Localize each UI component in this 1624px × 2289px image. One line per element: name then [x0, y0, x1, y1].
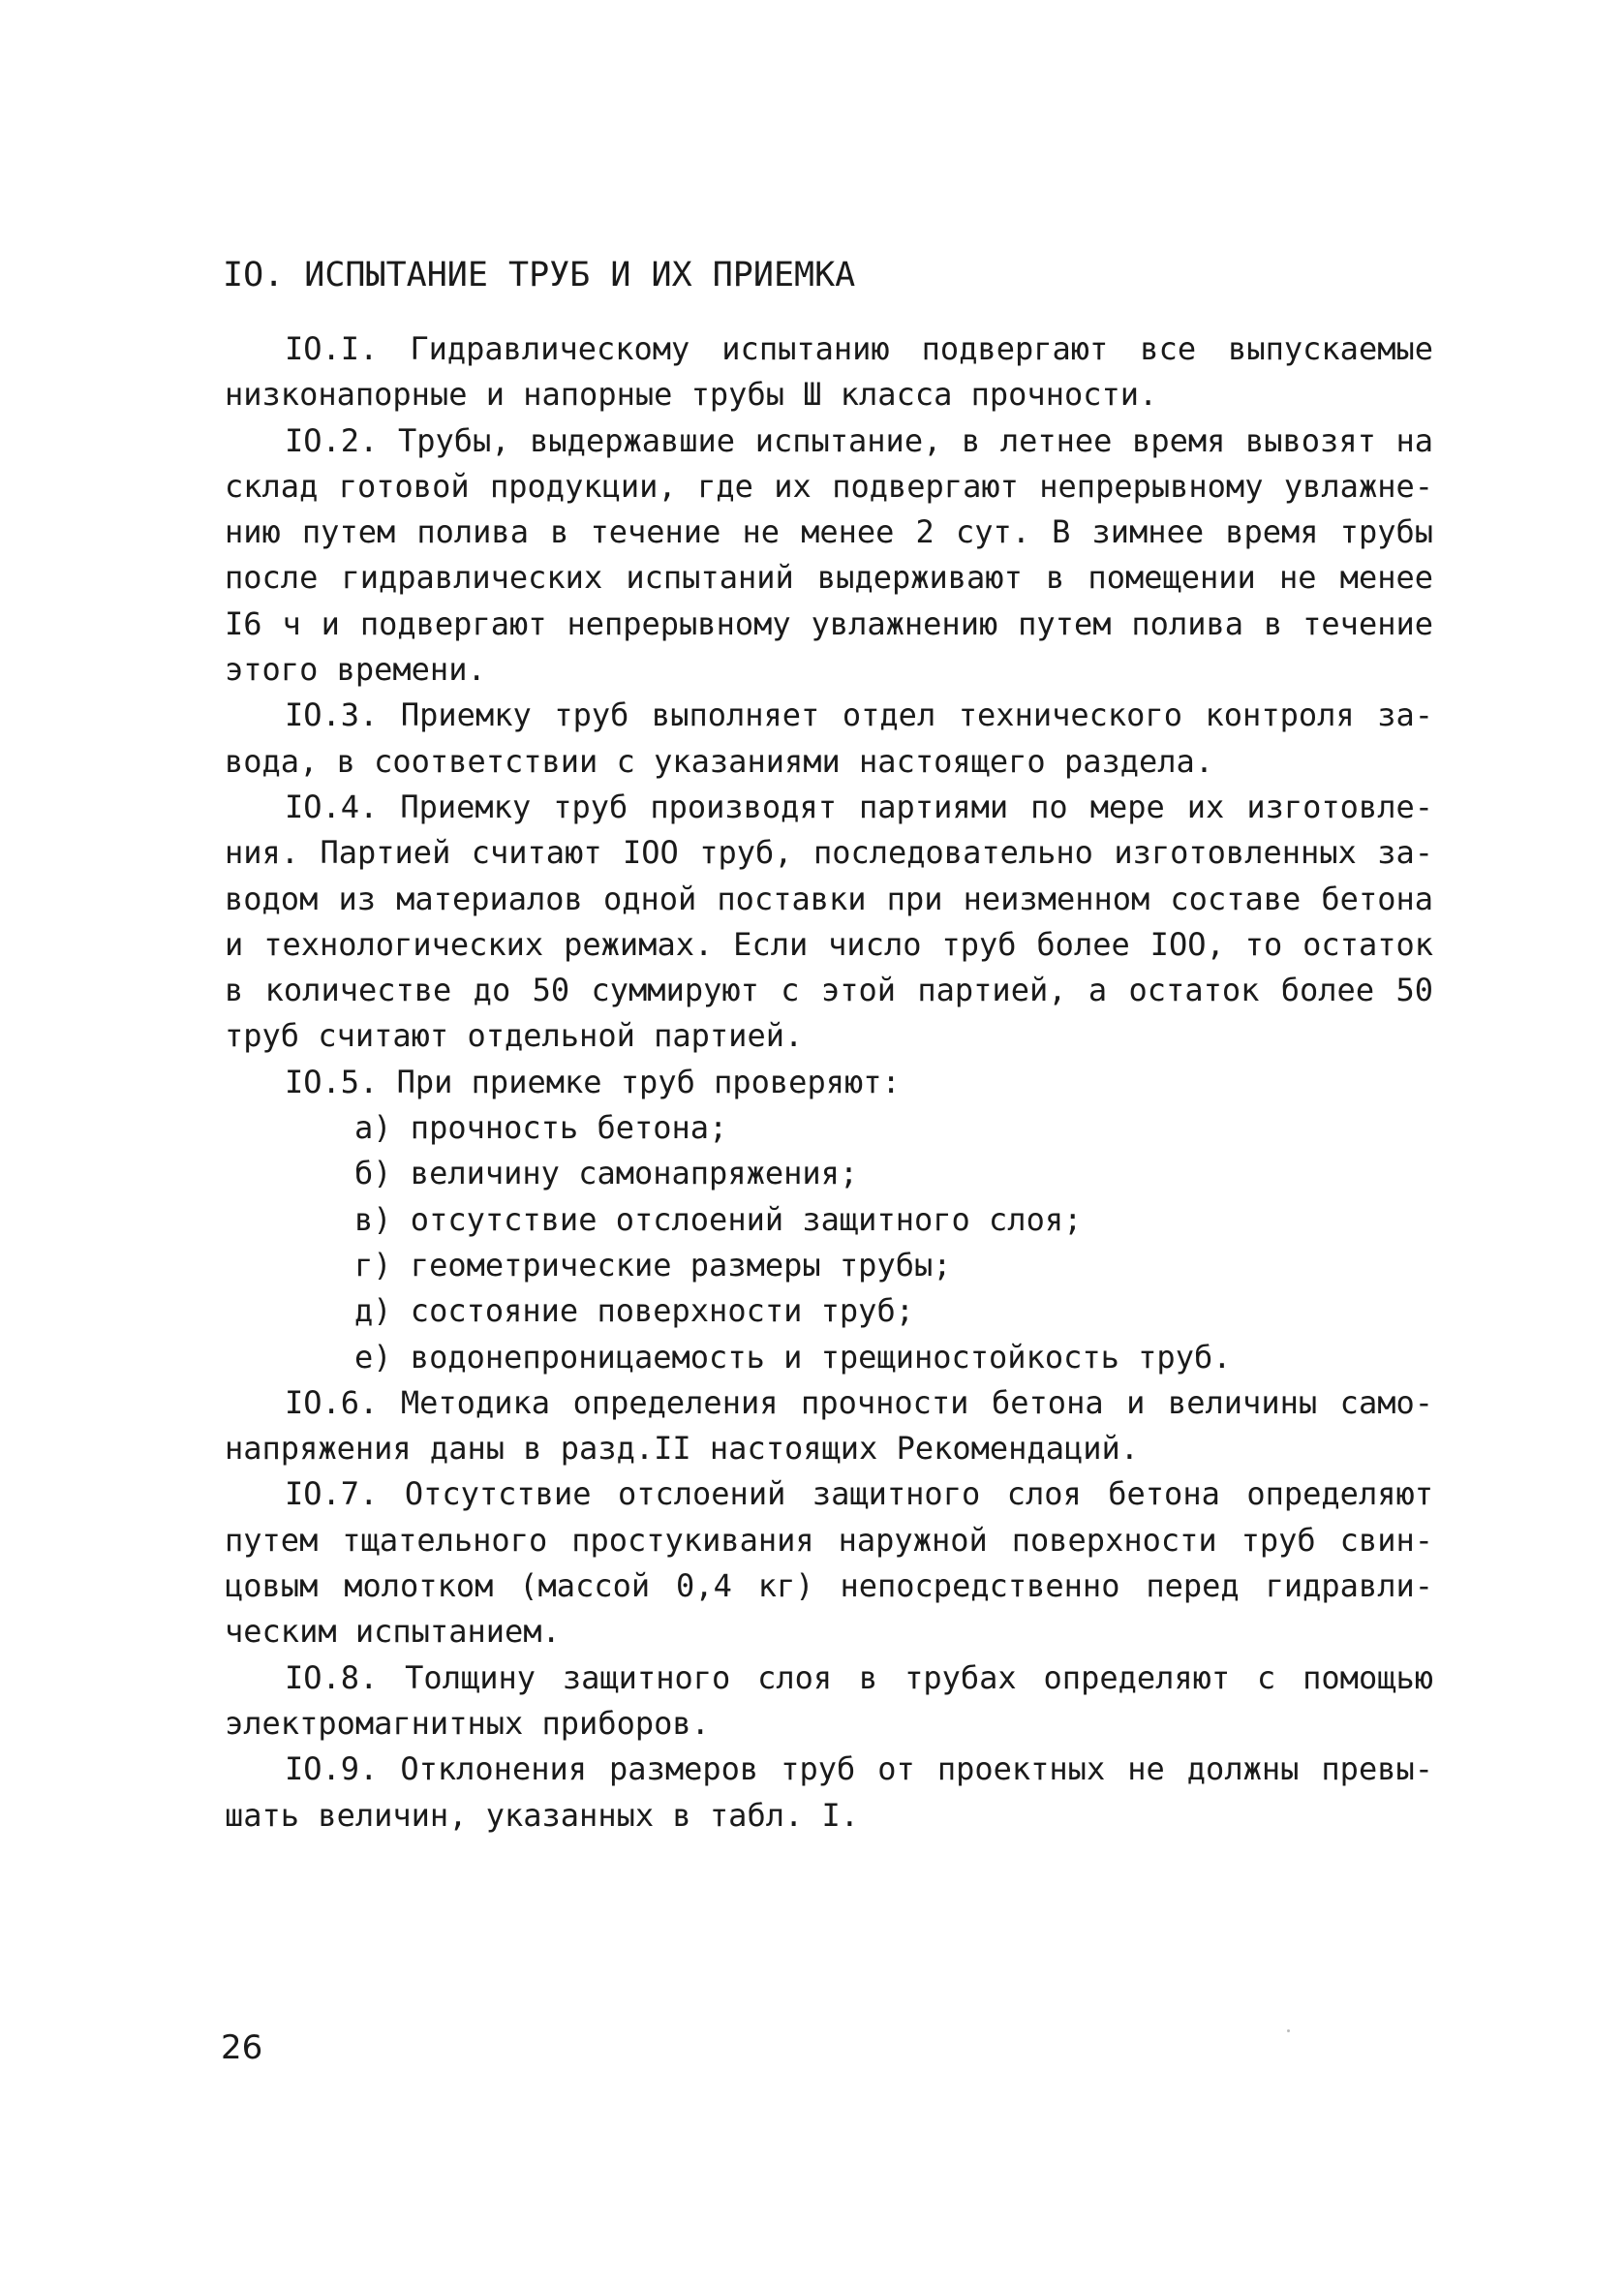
paragraph-10-7-line: путем тщательного простукивания наружной поверхности труб свин-	[225, 1521, 1433, 1559]
paragraph-10-7-line: цовым молотком (массой 0,4 кг) непосредственно перед гидравли-	[225, 1567, 1433, 1605]
paragraph-10-4-line: IO.4. Приемку труб производят партиями по мере их изготовле-	[285, 788, 1433, 825]
paragraph-10-4-line: и технологических режимах. Если число труб более IOO, то остаток	[225, 925, 1433, 963]
paragraph-10-9-line: шать величин, указанных в табл. I.	[225, 1796, 860, 1834]
paragraph-10-9-line: IO.9. Отклонения размеров труб от проектных не должны превы-	[285, 1750, 1433, 1788]
paragraph-10-2-line: нию путем полива в течение не менее 2 сут. В зимнее время трубы	[225, 513, 1433, 551]
paragraph-10-6-line: IO.6. Методика определения прочности бетона и величины само-	[285, 1383, 1433, 1421]
paragraph-10-6-line: напряжения даны в разд.II настоящих Рекомендаций.	[225, 1430, 1140, 1468]
paragraph-10-1-line: низконапорные и напорные трубы Ш класса прочности.	[225, 376, 1158, 414]
paragraph-10-2-line: I6 ч и подвергают непрерывному увлажнению путем полива в течение	[225, 604, 1433, 642]
scan-speck	[1287, 2029, 1290, 2032]
paragraph-10-4-line: труб считают отдельной партией.	[225, 1017, 804, 1055]
section-title: IO. ИСПЫТАНИЕ ТРУБ И ИХ ПРИЕМКА	[223, 256, 856, 294]
paragraph-10-7-line: ческим испытанием.	[225, 1613, 561, 1651]
list-item: б) величину самонапряжения;	[354, 1155, 859, 1192]
paragraph-10-3-line: IO.3. Приемку труб выполняет отдел технического контроля за-	[285, 696, 1433, 734]
section-body	[225, 326, 1433, 1839]
paragraph-10-2-line: IO.2. Трубы, выдержавшие испытание, в летнее время вывозят на	[285, 421, 1433, 459]
list-item: а) прочность бетона;	[354, 1109, 728, 1147]
page-number: 26	[221, 2028, 263, 2067]
paragraph-10-4-line: ния. Партией считают IOO труб, последовательно изготовленных за-	[225, 834, 1433, 872]
paragraph-10-4-line: водом из материалов одной поставки при неизменном составе бетона	[225, 880, 1433, 917]
paragraph-10-7-line: IO.7. Отсутствие отслоений защитного слоя бетона определяют	[285, 1475, 1433, 1513]
paragraph-10-2-line: этого времени.	[225, 651, 486, 689]
paragraph-10-1-line: IO.I. Гидравлическому испытанию подвергают все выпускаемые	[285, 330, 1433, 367]
paragraph-10-2-line: после гидравлических испытаний выдерживают в помещении не менее	[225, 559, 1433, 597]
paragraph-10-3-line: вода, в соответствии с указаниями настоящего раздела.	[225, 742, 1214, 780]
paragraph-10-4-line: в количестве до 50 суммируют с этой партией, а остаток более 50	[225, 972, 1433, 1009]
paragraph-10-5-line: IO.5. При приемке труб проверяют:	[285, 1063, 901, 1100]
list-item: в) отсутствие отслоений защитного слоя;	[354, 1200, 1083, 1238]
list-item: д) состояние поверхности труб;	[354, 1292, 914, 1330]
paragraph-10-2-line: склад готовой продукции, где их подвергают непрерывному увлажне-	[225, 467, 1433, 505]
list-item: е) водонепроницаемость и трещиностойкость труб.	[354, 1338, 1232, 1376]
paragraph-10-8-line: IO.8. Толщину защитного слоя в трубах определяют с помощью	[285, 1658, 1433, 1696]
list-item: г) геометрические размеры трубы;	[354, 1246, 952, 1284]
paragraph-10-8-line: электромагнитных приборов.	[225, 1704, 710, 1742]
